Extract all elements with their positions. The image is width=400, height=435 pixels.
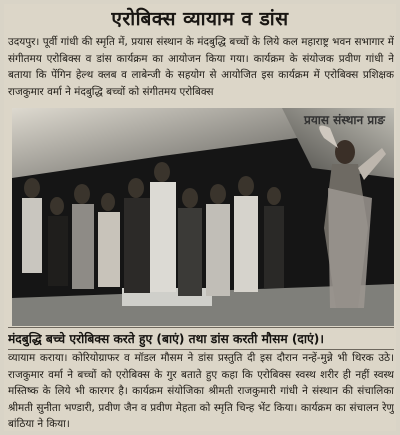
stage-banner-text: प्रयास संस्थान प्राङ [304,113,385,127]
event-photo-image [12,108,394,326]
photo-caption: मंदबुद्धि बच्चे एरोबिक्स करते हुए (बाएं) तथा डांस करती मौसम (दाएं)। [8,332,324,346]
article-paragraph-bottom: व्यायाम कराया। कोरियोग्राफर व मॉडल मौसम ने डांस प्रस्तुति दी इस दौरान नन्हें-मुन्ने भी थिरक उठे। राजकुमार वर्मा ने बच्चों को एरोबिक्स के गुर बताते हुए कहा कि एरोबिक्स स्वस्थ शरीर ही नहीं स्वस्थ मस्तिष्क के लिये भी कारगर है। कार्यक्रम संयोजिका श्रीमती राजकुमारी गांधी ने संस्थान की संचालिका श्रीमती सुनीता भण्डारी, प्रवीण जैन व प्रवीण मेहता को स्मृति चिन्ह भेंट किया। कार्यक्रम का संचालन रेणु बांठिया ने किया। [8,352,394,431]
article-headline: एरोबिक्स व्यायाम व डांस [111,8,289,30]
caption-top-rule [8,327,394,328]
event-photo [12,108,394,326]
newspaper-clipping [4,4,396,431]
article-paragraph-top: उदयपुर। पूर्वी गांधी की स्मृति में, प्रयास संस्थान के मंदबुद्धि बच्चों के लिये कल महाराष्ट्र भवन सभागार में संगीतमय एरोबिक्स व डांस कार्यक्रम का आयोजन किया गया। कार्यक्रम के संयोजक प्रवीण गांधी ने बताया कि पेंगिन हेल्थ क्लब व लाबेन्जी के सहयोग से आयोजित इस कार्यक्रम में एरोबिक्स प्रशिक्षक राजकुमार वर्मा ने मंदबुद्धि बच्चों को संगीतमय एरोबिक्स [8,36,394,98]
